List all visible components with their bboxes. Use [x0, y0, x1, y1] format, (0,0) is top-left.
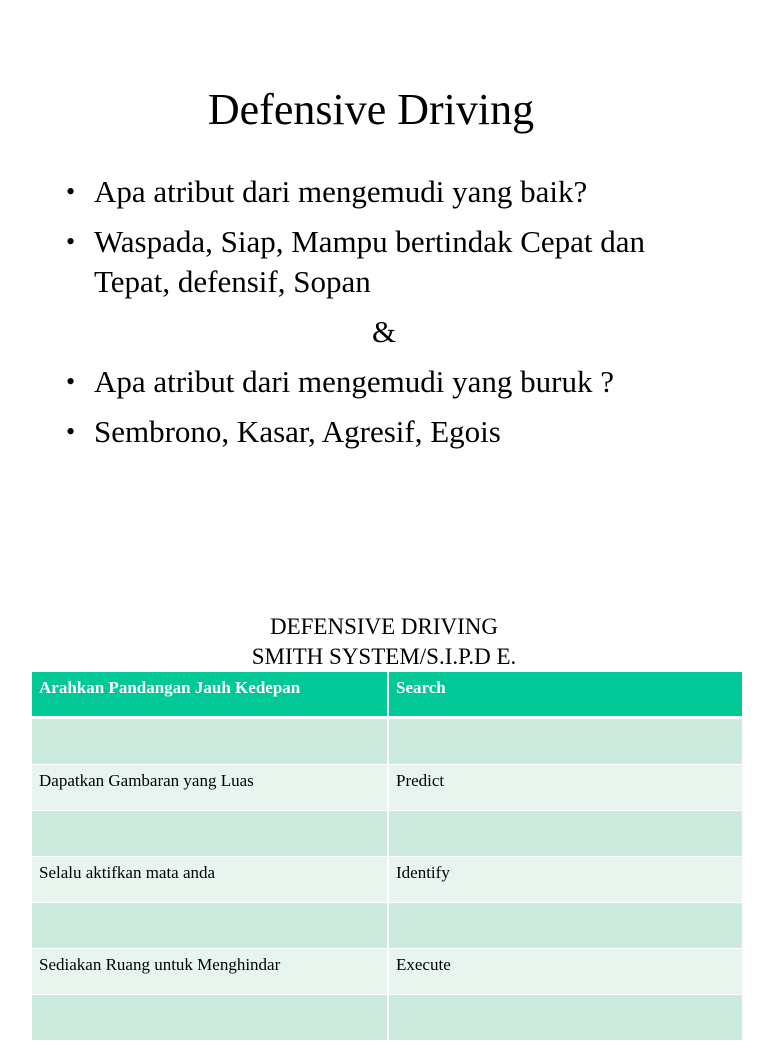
bullet-text: Apa atribut dari mengemudi yang buruk ? — [94, 364, 614, 399]
bullet-list — [66, 172, 726, 462]
table-header-cell: Search — [388, 672, 742, 718]
table-cell — [388, 995, 742, 1041]
bullet-dot-icon: • — [66, 227, 76, 256]
table-cell — [388, 811, 742, 857]
bullet-dot-icon: • — [66, 177, 76, 206]
table-cell: Dapatkan Gambaran yang Luas — [32, 765, 388, 811]
bullet-text: Apa atribut dari mengemudi yang baik? — [94, 174, 588, 209]
table-row — [32, 857, 742, 903]
table-row — [32, 765, 742, 811]
bullet-dot-icon: • — [66, 367, 76, 396]
bullet-text: Sembrono, Kasar, Agresif, Egois — [94, 414, 501, 449]
bullet-text: Waspada, Siap, Mampu bertindak Cepat dan Tepat, defensif, Sopan — [94, 224, 646, 299]
ampersand-separator: & — [371, 314, 397, 349]
sipde-table — [32, 672, 742, 1041]
table-cell: Selalu aktifkan mata anda — [32, 857, 388, 903]
table-cell — [32, 903, 388, 949]
table-cell — [388, 718, 742, 765]
table-header-cell: Arahkan Pandangan Jauh Kedepan — [32, 672, 388, 718]
bullet-item — [66, 222, 726, 302]
table-header-row — [32, 672, 742, 718]
table-row — [32, 949, 742, 995]
section-title-line1: DEFENSIVE DRIVING — [269, 614, 499, 639]
table-row — [32, 903, 742, 949]
table-cell: Sediakan Ruang untuk Menghindar — [32, 949, 388, 995]
table-cell — [32, 811, 388, 857]
table-cell — [32, 995, 388, 1041]
table-cell: Identify — [388, 857, 742, 903]
section-title-line2: SMITH SYSTEM/S.I.P.D E. — [251, 644, 517, 669]
table-cell: Predict — [388, 765, 742, 811]
bullet-item — [66, 412, 726, 452]
bullet-item — [66, 172, 726, 212]
table-cell — [388, 903, 742, 949]
slide-title: Defensive Driving — [207, 85, 535, 134]
table-row — [32, 995, 742, 1041]
table-row — [32, 811, 742, 857]
bullet-dot-icon: • — [66, 417, 76, 446]
table-row — [32, 718, 742, 765]
bullet-item — [66, 362, 726, 402]
table-cell — [32, 718, 388, 765]
table-cell: Execute — [388, 949, 742, 995]
section-heading — [0, 612, 768, 672]
